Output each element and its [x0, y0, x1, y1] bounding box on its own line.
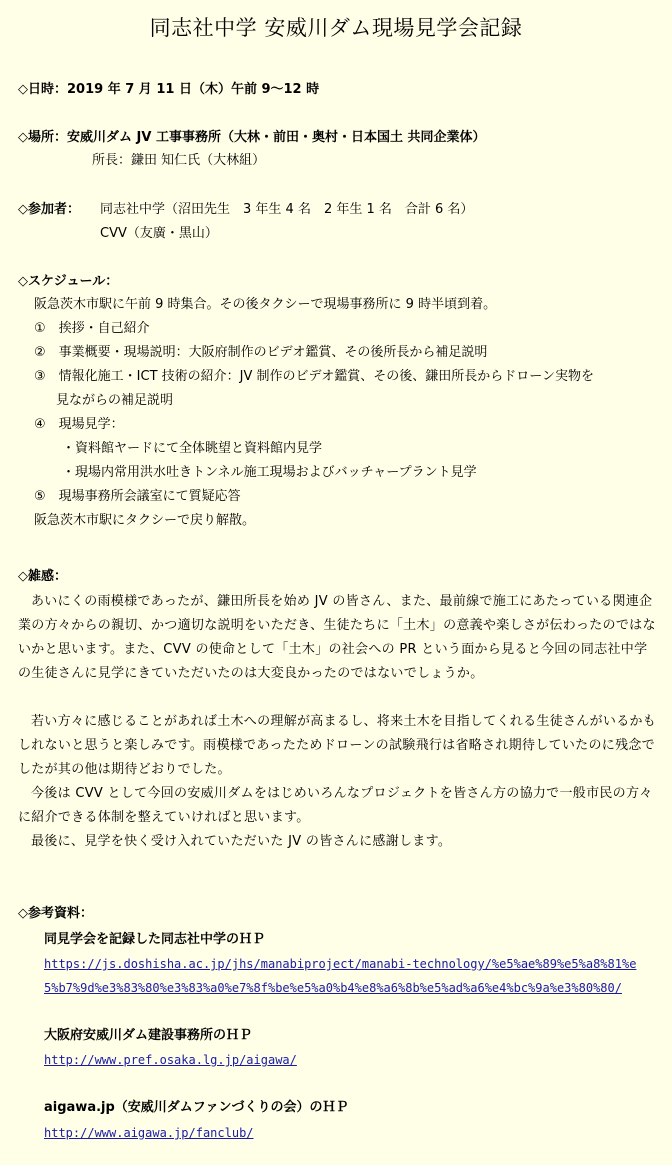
schedule-label: ◇スケジュール： — [18, 274, 119, 289]
datetime-line: ◇日時：2019 年 7 月 11 日（木）午前 9～12 時 — [18, 82, 320, 97]
schedule-item-4a: ・資料館ヤードにて全体眺望と資料館内見学 — [62, 441, 323, 456]
site-head-line: 所長：鎌田 知仁氏（大林組） — [92, 153, 266, 168]
schedule-intro: 阪急茨木市駅に午前 9 時集合。その後タクシーで現場事務所に 9 時半頃到着。 — [34, 297, 497, 312]
impressions-paragraph-1: あいにくの雨模様であったが、鎌田所長を始め JV の皆さん、また、最前線で施工にあたっている関連企業の方々からの親切、かつ適切な説明をいただき、生徒たちに「土木」の意義や楽しさが伝わったのではないかと思います。また、CVV の使命として「土木」の社会への PR という面から見ると今回の同志社中学の生徒さんに見学にきていただいたのは大変良かったのではないでしょうか。 — [18, 594, 656, 681]
place-line: ◇場所：安威川ダム JV 工事事務所（大林・前田・奥村・日本国土 共同企業体） — [18, 130, 486, 145]
reference-link-3[interactable]: http://www.aigawa.jp/fanclub/ — [44, 1126, 254, 1140]
impressions-label: ◇雑感： — [18, 569, 67, 584]
participants-line-1: 同志社中学（沼田先生 3 年生 4 名 2 年生 1 名 合計 6 名） — [100, 202, 474, 217]
schedule-item-4b: ・現場内常用洪水吐きトンネル施工現場およびバッチャープラント見学 — [62, 465, 477, 480]
reference-title-2: 大阪府安威川ダム建設事務所のＨＰ — [44, 1028, 253, 1043]
impressions-paragraph-4: 最後に、見学を快く受け入れていただいた JV の皆さんに感謝します。 — [31, 834, 452, 849]
schedule-item-4: ④ 現場見学： — [34, 417, 124, 432]
reference-link-1-line-1[interactable]: https://js.doshisha.ac.jp/jhs/manabiproject/manabi-technology/%e5%ae%89%e5%a8%81%e — [44, 957, 637, 971]
schedule-outro: 阪急茨木市駅にタクシーで戻り解散。 — [34, 513, 256, 528]
impressions-paragraph-3: 今後は CVV として今回の安威川ダムをはじめいろんなプロジェクトを皆さん方の協力で一般市民の方々に紹介できる体制を整えていければと思います。 — [18, 786, 653, 825]
schedule-item-1: ① 挨拶・自己紹介 — [34, 321, 150, 336]
schedule-item-3-cont: 見ながらの補足説明 — [56, 393, 174, 408]
reference-title-3: aigawa.jp（安威川ダムファンづくりの会）のＨＰ — [44, 1100, 349, 1115]
schedule-item-5: ⑤ 現場事務所会議室にて質疑応答 — [34, 489, 241, 504]
reference-link-1-line-2[interactable]: 5%b7%9d%e3%83%80%e3%83%a0%e7%8f%be%e5%a0%b4%e8%a6%8b%e5%ad%a6%e4%bc%9a%e3%80%80/ — [44, 981, 622, 995]
reference-title-1: 同見学会を記録した同志社中学のＨＰ — [44, 932, 266, 947]
schedule-item-3: ③ 情報化施工・ICT 技術の紹介：JV 制作のビデオ鑑賞、その後、鎌田所長からドローン実物を — [34, 369, 594, 384]
reference-link-2[interactable]: http://www.pref.osaka.lg.jp/aigawa/ — [44, 1053, 297, 1067]
participants-label: ◇参加者： — [18, 202, 80, 217]
participants-line-2: CVV（友廣・黒山） — [100, 226, 218, 241]
references-label: ◇参考資料： — [18, 906, 93, 921]
schedule-item-2: ② 事業概要・現場説明：大阪府制作のビデオ鑑賞、その後所長から補足説明 — [34, 345, 488, 360]
page-title: 同志社中学 安威川ダム現場見学会記録 — [149, 16, 523, 40]
impressions-paragraph-2: 若い方々に感じることがあれば土木への理解が高まるし、将来土木を目指してくれる生徒さんがいるかもしれないと思うと楽しみです。雨模様であったためドローンの試験飛行は省略され期待していたのに残念でしたが其の他は期待どおりでした。 — [18, 714, 657, 777]
